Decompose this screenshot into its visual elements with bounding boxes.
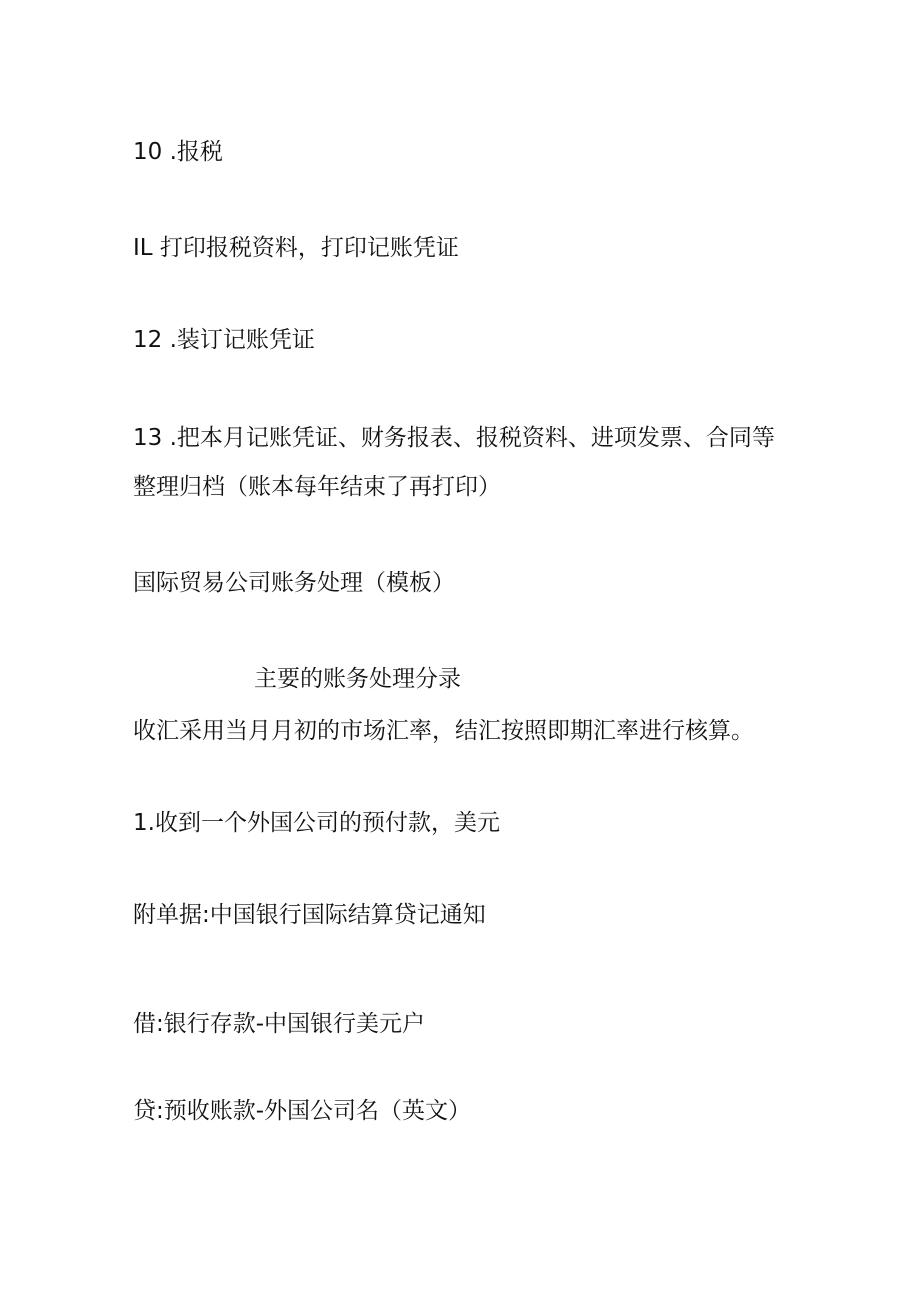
attached-documents: 附单据:中国银行国际结算贷记通知 [133,902,486,928]
exchange-rate-note: 收汇采用当月月初的市场汇率，结汇按照即期汇率进行核算。 [133,718,754,744]
item-13-text-line1: 13 .把本月记账凭证、财务报表、报税资料、进项发票、合同等 [133,425,775,451]
item-12-text: 12 .装订记账凭证 [133,327,315,353]
item-11-text: IL 打印报税资料，打印记账凭证 [133,235,459,261]
entry-1-title: 1.收到一个外国公司的预付款，美元 [133,810,500,836]
debit-entry: 借:银行存款-中国银行美元户 [133,1011,426,1037]
item-10-heading: 10 .报税 [133,139,223,165]
credit-entry: 贷:预收账款-外国公司名（英文） [133,1098,472,1124]
item-13-text-line2: 整理归档（账本每年结束了再打印） [133,474,501,500]
section-title: 国际贸易公司账务处理（模板） [133,570,455,596]
subsection-title: 主要的账务处理分录 [254,666,461,692]
